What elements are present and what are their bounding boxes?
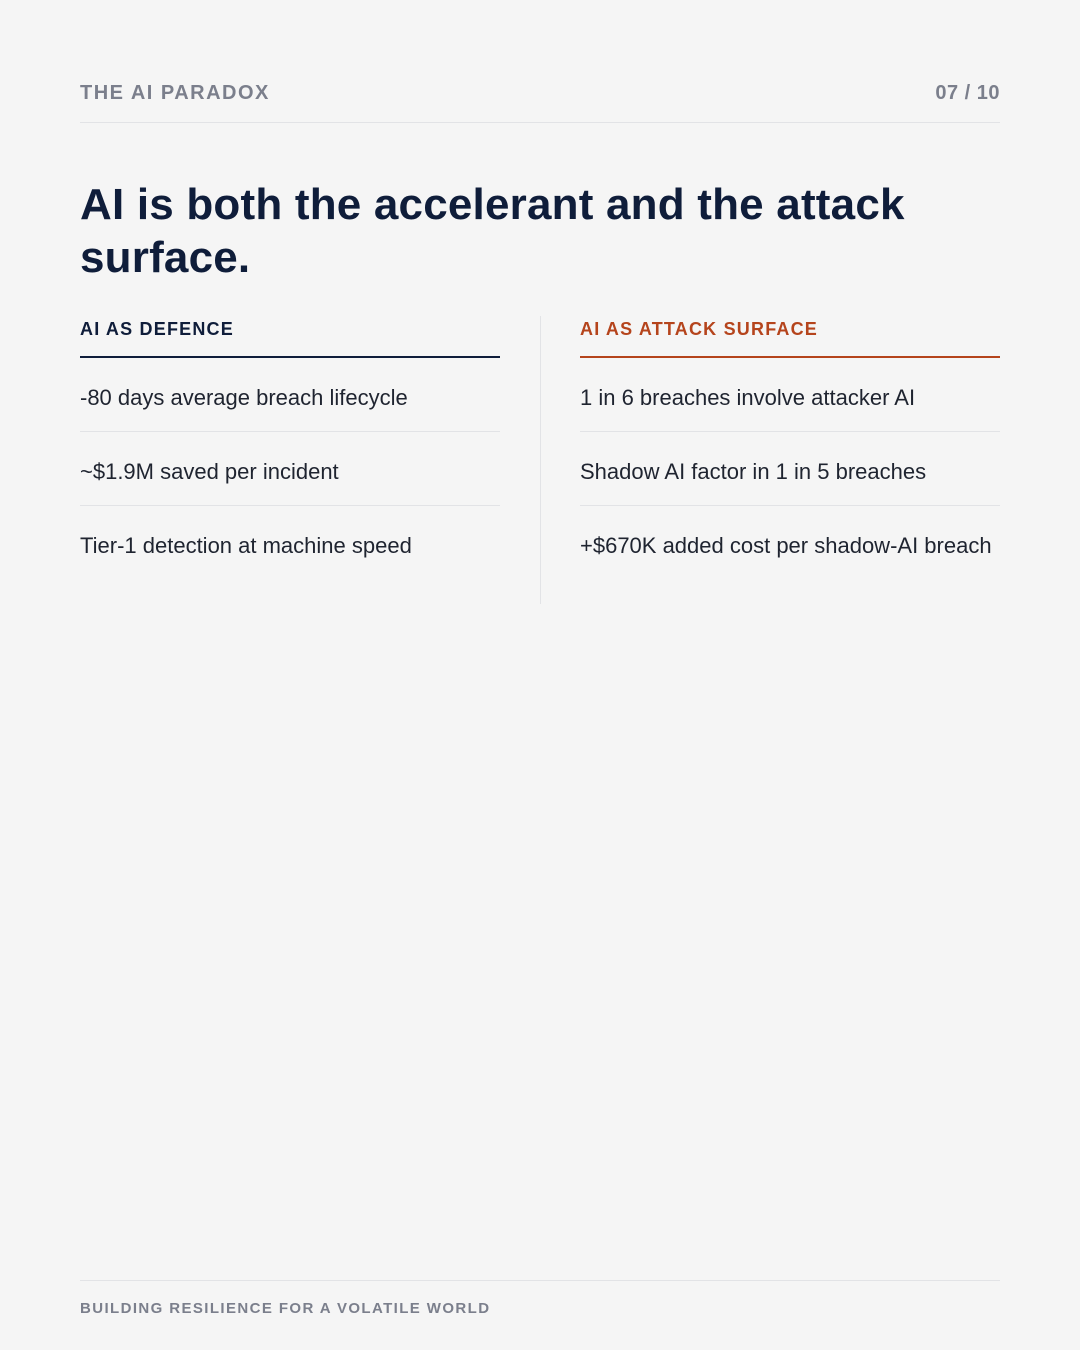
defence-heading: AI AS DEFENCE <box>80 317 500 358</box>
comparison-columns <box>80 316 1000 604</box>
attack-item: +$670K added cost per shadow-AI breach <box>580 533 992 558</box>
attack-item: Shadow AI factor in 1 in 5 breaches <box>580 432 1000 506</box>
column-divider <box>540 316 541 604</box>
attack-column <box>580 316 1000 579</box>
section-label: THE AI PARADOX <box>80 82 270 104</box>
attack-heading: AI AS ATTACK SURFACE <box>580 317 1000 358</box>
defence-item: Tier-1 detection at machine speed <box>80 533 412 558</box>
headline: AI is both the accelerant and the attack surface. <box>80 180 905 282</box>
footer-tagline: BUILDING RESILIENCE FOR A VOLATILE WORLD <box>80 1300 491 1317</box>
slide-header <box>80 80 1000 123</box>
slide-footer <box>80 1280 1000 1319</box>
page-indicator: 07 / 10 <box>935 82 1000 104</box>
defence-column <box>80 316 500 579</box>
slide <box>80 0 1000 1350</box>
attack-item: 1 in 6 breaches involve attacker AI <box>580 358 1000 432</box>
defence-item: ~$1.9M saved per incident <box>80 432 500 506</box>
defence-item: -80 days average breach lifecycle <box>80 358 500 432</box>
